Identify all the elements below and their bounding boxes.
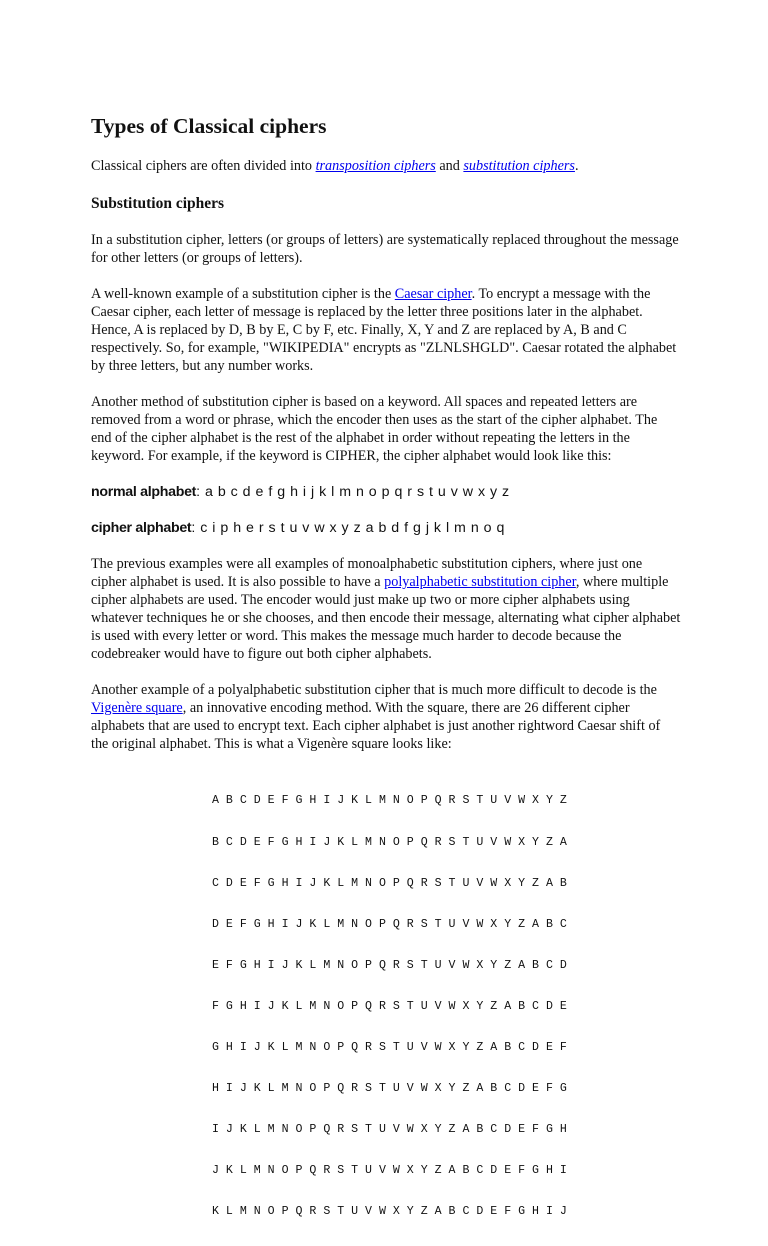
substitution-definition-paragraph: In a substitution cipher, letters (or groups of letters) are systematically replaced throughout the message for other letters (or groups of letters). [91, 232, 679, 266]
intro-text-end: . [574, 158, 579, 174]
polyalphabetic-text-rest: , where multiple cipher alphabets are used. The encoder would just make up two or more cipher alphabets using whatever techniques he or she chooses, and then encode their message, alternating what cipher alphabet is used with every letter or word. This makes the message much harder to decode because the codebreaker would have to figure out both cipher alphabets. [91, 574, 681, 662]
vigenere-text: Another example of a polyalphabetic substitution cipher that is much more difficult to decode is the [91, 682, 657, 698]
intro-text-middle: and [435, 158, 464, 174]
cipher-alphabet-value: c i p h e r s t u v w x y z a b d f g j k l m n o q [200, 520, 505, 536]
cipher-alphabet-line [91, 519, 681, 537]
vigenere-square-table [212, 767, 567, 1246]
vigenere-row: A B C D E F G H I J K L M N O P Q R S T U V W X Y Z [212, 794, 567, 808]
caesar-cipher-link[interactable]: Caesar cipher [394, 286, 472, 302]
normal-alphabet-separator: : [196, 484, 205, 500]
substitution-ciphers-link[interactable]: substitution ciphers [463, 158, 575, 174]
vigenere-row: I J K L M N O P Q R S T U V W X Y Z A B C D E F G H [212, 1123, 567, 1137]
normal-alphabet-value: a b c d e f g h i j k l m n o p q r s t u v w x y z [204, 484, 510, 500]
page-title: Types of Classical ciphers [91, 114, 327, 138]
cipher-alphabet-separator: : [191, 520, 201, 536]
vigenere-row: F G H I J K L M N O P Q R S T U V W X Y Z A B C D E [212, 999, 567, 1013]
vigenere-row: D E F G H I J K L M N O P Q R S T U V W X Y Z A B C [212, 917, 567, 931]
caesar-text-rest: . To encrypt a message with the Caesar cipher, each letter of message is replaced by the letter three positions later in the alphabet. Hence, A is replaced by D, B by E, C by F, etc. Finally, X, Y and Z are replaced by A, B and C respectively. So, for example, "WIKIPEDIA" encrypts as "ZLNLSHGLD". Caesar rotated the alphabet by three letters, but any number works. [91, 286, 677, 374]
section-heading: Substitution ciphers [91, 195, 225, 212]
vigenere-square-link[interactable]: Vigenère square [91, 700, 183, 716]
polyalphabetic-text: The previous examples were all examples of monoalphabetic substitution ciphers, where just one cipher alphabet is used. It is also possible to have a [91, 556, 643, 590]
vigenere-row: G H I J K L M N O P Q R S T U V W X Y Z A B C D E F [212, 1040, 567, 1054]
vigenere-paragraph [91, 681, 681, 753]
vigenere-row: H I J K L M N O P Q R S T U V W X Y Z A B C D E F G [212, 1082, 567, 1096]
document-content [91, 112, 681, 753]
vigenere-row: B C D E F G H I J K L M N O P Q R S T U V W X Y Z A [212, 835, 567, 849]
vigenere-row: E F G H I J K L M N O P Q R S T U V W X Y Z A B C D [212, 958, 567, 972]
vigenere-text-rest: , an innovative encoding method. With the square, there are 26 different cipher alphabets that are used to encrypt text. Each cipher alphabet is just another rightword Caesar shift of the original alphabet. This is what a Vigenère square looks like: [91, 700, 661, 752]
vigenere-row: J K L M N O P Q R S T U V W X Y Z A B C D E F G H I [212, 1164, 567, 1178]
normal-alphabet-line [91, 483, 681, 501]
polyalphabetic-paragraph [91, 555, 681, 663]
vigenere-row: C D E F G H I J K L M N O P Q R S T U V W X Y Z A B [212, 876, 567, 890]
caesar-paragraph [91, 285, 681, 375]
normal-alphabet-label: normal alphabet [91, 484, 197, 500]
transposition-ciphers-link[interactable]: transposition ciphers [315, 158, 436, 174]
polyalphabetic-cipher-link[interactable]: polyalphabetic substitution cipher [384, 574, 576, 590]
cipher-alphabet-label: cipher alphabet [91, 520, 192, 536]
keyword-paragraph: Another method of substitution cipher is based on a keyword. All spaces and repeated letters are removed from a word or phrase, which the encoder then uses as the start of the cipher alphabet. The end of the cipher alphabet is the rest of the alphabet in order without repeating the letters in the keyword. For example, if the keyword is CIPHER, the cipher alphabet would look like this: [91, 394, 658, 464]
intro-paragraph [91, 157, 681, 175]
vigenere-row: K L M N O P Q R S T U V W X Y Z A B C D E F G H I J [212, 1205, 567, 1219]
intro-text: Classical ciphers are often divided into [91, 158, 316, 174]
caesar-text: A well-known example of a substitution cipher is the [91, 286, 395, 302]
